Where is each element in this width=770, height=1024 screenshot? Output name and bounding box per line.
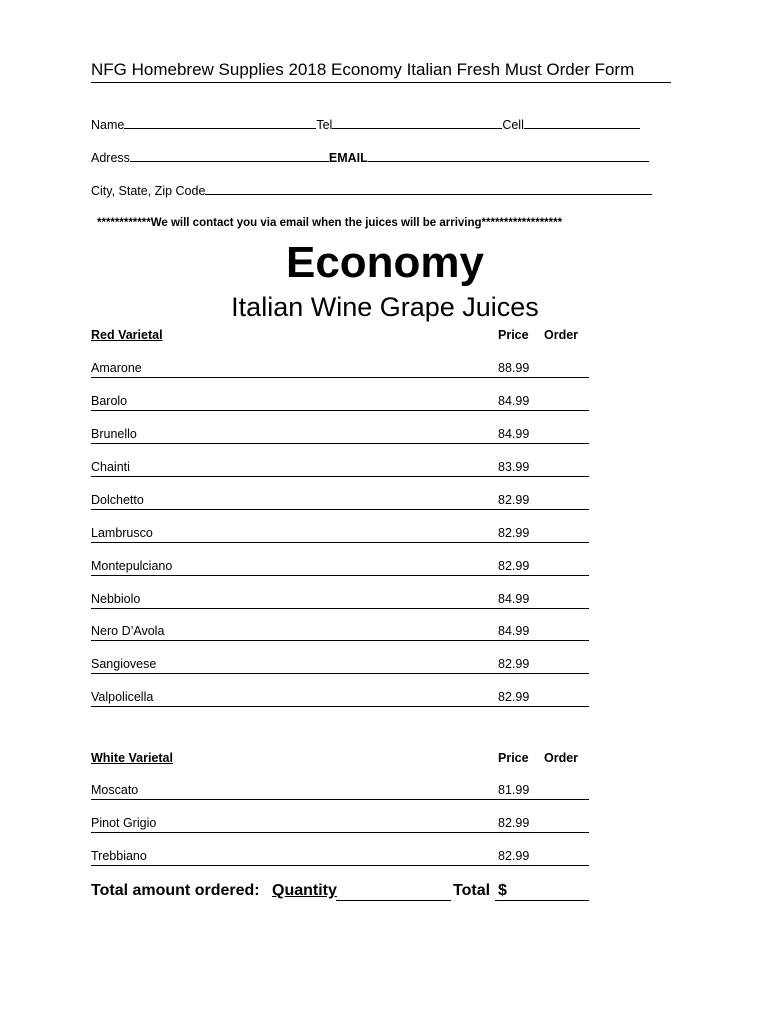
wine-price: 82.99: [498, 559, 530, 573]
wine-name: Dolchetto: [91, 493, 144, 507]
currency-symbol: $: [498, 882, 507, 899]
wine-name: Moscato: [91, 783, 139, 797]
list-item[interactable]: [91, 525, 589, 543]
wine-price: 82.99: [498, 526, 530, 540]
cell-field[interactable]: [524, 117, 640, 129]
wine-name: Barolo: [91, 394, 128, 408]
contact-line-address: [91, 150, 649, 166]
list-item[interactable]: [91, 848, 589, 866]
list-item[interactable]: [91, 689, 589, 707]
economy-heading: Economy: [285, 238, 485, 287]
wine-name: Nebbiolo: [91, 592, 141, 606]
tel-field[interactable]: [332, 117, 502, 129]
address-label: Adress: [91, 151, 130, 165]
contact-line-name: [91, 117, 640, 133]
wine-price: 88.99: [498, 361, 530, 375]
wine-name: Pinot Grigio: [91, 816, 157, 830]
wine-price: 84.99: [498, 394, 530, 408]
list-item[interactable]: [91, 393, 589, 411]
notice-text: ************We will contact you via email when the juices will be arriving******************: [97, 217, 563, 229]
wine-price: 82.99: [498, 849, 530, 863]
total-label: Total: [453, 882, 491, 899]
list-item[interactable]: [91, 360, 589, 378]
wine-price: 83.99: [498, 460, 530, 474]
email-label: EMAIL: [328, 151, 368, 165]
wine-price: 81.99: [498, 783, 530, 797]
wine-name: Brunello: [91, 427, 137, 441]
name-field[interactable]: [124, 117, 316, 129]
quantity-label: Quantity: [272, 882, 337, 899]
order-column-header: Order: [544, 328, 579, 342]
order-column-header: Order: [544, 751, 579, 765]
price-column-header: Price: [498, 328, 529, 342]
name-label: Name: [91, 118, 125, 132]
list-item[interactable]: [91, 492, 589, 510]
wine-name: Lambrusco: [91, 526, 153, 540]
quantity-field[interactable]: [336, 900, 451, 901]
wine-name: Sangiovese: [91, 657, 157, 671]
wine-price: 82.99: [498, 816, 530, 830]
total-amount-label: Total amount ordered:: [91, 882, 260, 899]
wine-price: 84.99: [498, 592, 530, 606]
city-label: City, State, Zip Code: [91, 184, 206, 198]
city-field[interactable]: [205, 183, 652, 195]
list-item[interactable]: [91, 815, 589, 833]
juices-subheading: Italian Wine Grape Juices: [231, 292, 539, 322]
list-item[interactable]: [91, 782, 589, 800]
wine-name: Amarone: [91, 361, 142, 375]
white-varietal-label: White Varietal: [91, 751, 173, 765]
list-item[interactable]: [91, 591, 589, 609]
wine-name: Chainti: [91, 460, 130, 474]
wine-price: 84.99: [498, 427, 530, 441]
wine-price: 82.99: [498, 690, 530, 704]
form-title: NFG Homebrew Supplies 2018 Economy Italian Fresh Must Order Form: [91, 59, 691, 81]
wine-price: 82.99: [498, 657, 530, 671]
list-item[interactable]: [91, 459, 589, 477]
red-varietal-label: Red Varietal: [91, 328, 163, 342]
wine-name: Nero D’Avola: [91, 624, 165, 638]
list-item[interactable]: [91, 656, 589, 674]
address-field[interactable]: [130, 150, 329, 162]
wine-price: 84.99: [498, 624, 530, 638]
totals-line: [91, 880, 589, 902]
wine-name: Trebbiano: [91, 849, 147, 863]
contact-line-city: [91, 183, 652, 199]
list-item[interactable]: [91, 558, 589, 576]
email-field[interactable]: [368, 150, 649, 162]
total-field[interactable]: [495, 900, 589, 901]
list-item[interactable]: [91, 426, 589, 444]
list-item[interactable]: [91, 623, 589, 641]
tel-label: Tel: [316, 118, 333, 132]
wine-price: 82.99: [498, 493, 530, 507]
wine-name: Montepulciano: [91, 559, 173, 573]
cell-label: Cell: [502, 118, 524, 132]
wine-name: Valpolicella: [91, 690, 154, 704]
price-column-header: Price: [498, 751, 529, 765]
